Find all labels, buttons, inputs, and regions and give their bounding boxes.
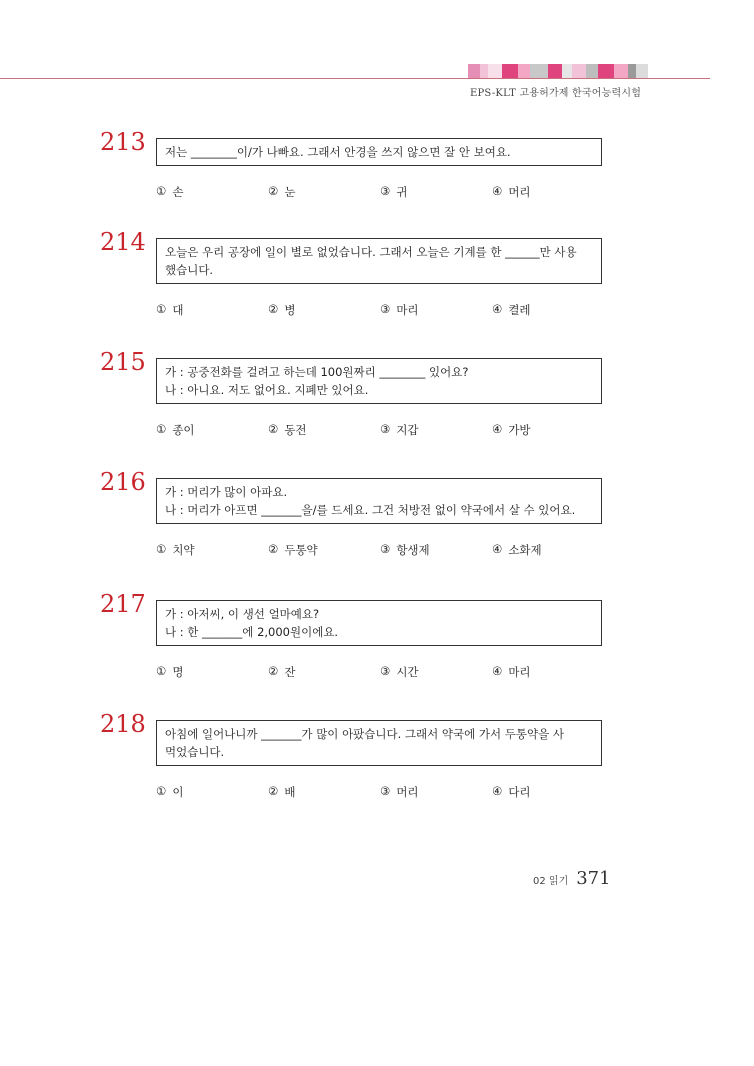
option-text: 마리 (508, 665, 531, 679)
option-mark: ② (268, 422, 279, 436)
option-mark: ④ (492, 302, 503, 316)
question-number: 214 (100, 228, 146, 256)
question-box (156, 478, 602, 524)
option-text: 손 (172, 185, 184, 199)
option-text: 다리 (508, 785, 531, 799)
answer-option[interactable] (156, 184, 268, 200)
option-mark: ④ (492, 184, 503, 198)
stripe-segment (572, 64, 586, 78)
stripe-segment (530, 64, 548, 78)
option-mark: ① (156, 302, 167, 316)
answer-option[interactable] (268, 664, 380, 680)
question-line: 오늘은 우리 공장에 일이 별로 없었습니다. 그래서 오늘은 기계를 한 ______만 사용 (165, 245, 577, 259)
option-mark: ③ (380, 784, 391, 798)
answer-option[interactable] (380, 302, 492, 318)
question-line: 먹었습니다. (165, 745, 225, 759)
answer-options (156, 784, 604, 800)
stripe-segment (614, 64, 628, 78)
question-line: 나 : 한 _______에 2,000원이에요. (165, 625, 339, 639)
question-number: 213 (100, 128, 146, 156)
option-mark: ② (268, 302, 279, 316)
answer-option[interactable] (492, 784, 604, 800)
question-box (156, 358, 602, 404)
answer-option[interactable] (492, 302, 604, 318)
answer-option[interactable] (268, 184, 380, 200)
question-box (156, 238, 602, 284)
question-line: 가 : 아저씨, 이 생선 얼마예요? (165, 607, 320, 621)
question-line: 가 : 머리가 많이 아파요. (165, 485, 288, 499)
answer-option[interactable] (156, 422, 268, 438)
option-text: 지갑 (396, 423, 419, 437)
answer-option[interactable] (268, 542, 380, 558)
question-number: 218 (100, 710, 146, 738)
option-text: 켤레 (508, 303, 531, 317)
stripe-segment (488, 64, 502, 78)
exam-title: EPS-KLT 고용허가제 한국어능력시험 (470, 88, 642, 99)
header-rule (0, 78, 710, 79)
stripe-segment (598, 64, 614, 78)
answer-options (156, 184, 604, 200)
answer-option[interactable] (156, 542, 268, 558)
section-label: 02 읽기 (533, 876, 569, 887)
answer-option[interactable] (268, 302, 380, 318)
stripe-segment (548, 64, 562, 78)
option-text: 동전 (284, 423, 307, 437)
option-mark: ③ (380, 422, 391, 436)
option-text: 두통약 (284, 543, 318, 557)
option-mark: ④ (492, 422, 503, 436)
answer-option[interactable] (492, 422, 604, 438)
question-line: 저는 ________이/가 나빠요. 그래서 안경을 쓰지 않으면 잘 안 보여요. (165, 145, 511, 159)
question-line: 아침에 일어나니까 _______가 많이 아팠습니다. 그래서 약국에 가서 두통약을 사 (165, 727, 564, 741)
question-number: 215 (100, 348, 146, 376)
option-text: 잔 (284, 665, 296, 679)
option-mark: ① (156, 184, 167, 198)
stripe-segment (502, 64, 518, 78)
answer-option[interactable] (268, 422, 380, 438)
option-mark: ④ (492, 542, 503, 556)
page-number: 371 (576, 868, 611, 889)
option-text: 마리 (396, 303, 419, 317)
answer-options (156, 422, 604, 438)
answer-option[interactable] (492, 664, 604, 680)
answer-option[interactable] (156, 784, 268, 800)
answer-option[interactable] (492, 184, 604, 200)
option-mark: ④ (492, 664, 503, 678)
question-box (156, 600, 602, 646)
stripe-segment (518, 64, 530, 78)
question-line: 나 : 아니요. 저도 없어요. 지폐만 있어요. (165, 383, 369, 397)
option-mark: ③ (380, 664, 391, 678)
option-text: 배 (284, 785, 296, 799)
answer-option[interactable] (156, 664, 268, 680)
header-color-stripe (468, 64, 648, 78)
answer-options (156, 664, 604, 680)
option-text: 종이 (172, 423, 195, 437)
option-mark: ④ (492, 784, 503, 798)
stripe-segment (636, 64, 648, 78)
option-text: 시간 (396, 665, 419, 679)
stripe-segment (480, 64, 488, 78)
option-text: 귀 (396, 185, 408, 199)
stripe-segment (628, 64, 636, 78)
option-mark: ① (156, 784, 167, 798)
option-text: 눈 (284, 185, 296, 199)
answer-option[interactable] (380, 542, 492, 558)
option-text: 대 (172, 303, 184, 317)
answer-option[interactable] (380, 664, 492, 680)
option-mark: ① (156, 422, 167, 436)
question-number: 217 (100, 590, 146, 618)
option-mark: ③ (380, 184, 391, 198)
answer-option[interactable] (156, 302, 268, 318)
question-box (156, 138, 602, 166)
option-mark: ② (268, 542, 279, 556)
option-text: 이 (172, 785, 184, 799)
stripe-segment (586, 64, 598, 78)
option-mark: ③ (380, 302, 391, 316)
question-line: 했습니다. (165, 263, 214, 277)
answer-options (156, 542, 604, 558)
answer-option[interactable] (380, 422, 492, 438)
option-text: 가방 (508, 423, 531, 437)
answer-option[interactable] (492, 542, 604, 558)
answer-option[interactable] (268, 784, 380, 800)
option-text: 항생제 (396, 543, 430, 557)
option-mark: ① (156, 664, 167, 678)
option-text: 머리 (508, 185, 531, 199)
question-line: 나 : 머리가 아프면 _______을/를 드세요. 그건 처방전 없이 약국에서 살 수 있어요. (165, 503, 576, 517)
stripe-segment (468, 64, 480, 78)
option-mark: ② (268, 664, 279, 678)
question-number: 216 (100, 468, 146, 496)
answer-options (156, 302, 604, 318)
question-box (156, 720, 602, 766)
option-mark: ② (268, 184, 279, 198)
option-text: 머리 (396, 785, 419, 799)
option-text: 명 (172, 665, 184, 679)
page-footer (533, 868, 611, 889)
stripe-segment (562, 64, 572, 78)
option-mark: ③ (380, 542, 391, 556)
option-text: 소화제 (508, 543, 542, 557)
answer-option[interactable] (380, 784, 492, 800)
option-text: 치약 (172, 543, 195, 557)
question-line: 가 : 공중전화를 걸려고 하는데 100원짜리 ________ 있어요? (165, 365, 469, 379)
option-mark: ② (268, 784, 279, 798)
answer-option[interactable] (380, 184, 492, 200)
option-mark: ① (156, 542, 167, 556)
option-text: 병 (284, 303, 296, 317)
